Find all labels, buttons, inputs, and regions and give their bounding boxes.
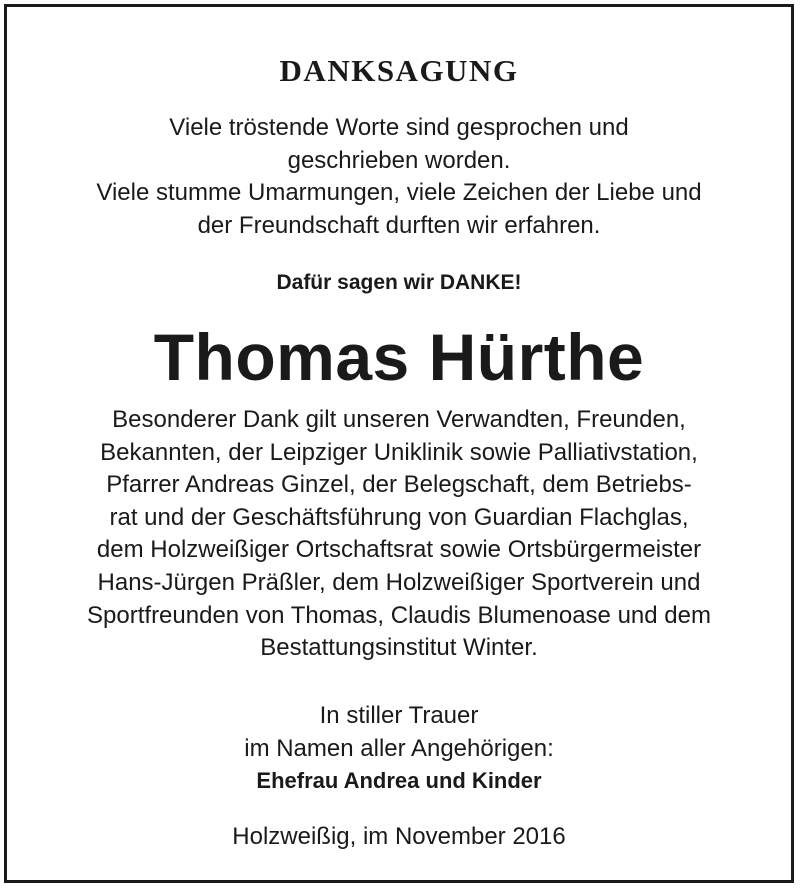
intro-line: geschrieben worden. (287, 146, 511, 174)
intro-line: Viele stumme Umarmungen, viele Zeichen der Liebe und (96, 179, 702, 207)
special-thanks-text (7, 404, 791, 665)
intro-line: der Freundschaft durften wir erfahren. (197, 211, 601, 239)
notice-content (7, 7, 791, 880)
special-thanks-line: Bekannten, der Leipziger Uniklinik sowie Palliativstation, (100, 438, 698, 466)
family-line: Ehefrau Andrea und Kinder (256, 768, 542, 794)
special-thanks-line: Bestattungsinstitut Winter. (260, 634, 538, 662)
special-thanks-line: Sportfreunden von Thomas, Claudis Blumenoase und dem (87, 601, 711, 629)
thanks-line: Dafür sagen wir DANKE! (276, 271, 522, 294)
closing-block (7, 700, 791, 798)
intro-line: Viele tröstende Worte sind gesprochen und (169, 114, 629, 141)
special-thanks-line: Pfarrer Andreas Ginzel, der Belegschaft, dem Betriebs- (106, 471, 692, 499)
deceased-name: Thomas Hürthe (153, 320, 645, 394)
special-thanks-line: rat und der Geschäftsführung von Guardian Flachglas, (109, 503, 689, 531)
mourning-line: In stiller Trauer (319, 702, 479, 729)
notice-heading: DANKSAGUNG (279, 53, 519, 88)
notice-border (4, 4, 794, 883)
special-thanks-line: dem Holzweißiger Ortschaftsrat sowie Ortsbürgermeister (96, 536, 702, 564)
special-thanks-line: Hans-Jürgen Präßler, dem Holzweißiger Sportverein und (97, 568, 701, 596)
place-date: Holzweißig, im November 2016 (232, 823, 566, 850)
special-thanks-line: Besonderer Dank gilt unseren Verwandten, Freunden, (112, 406, 686, 433)
intro-text (7, 112, 791, 242)
on-behalf-line: im Namen aller Angehörigen: (244, 734, 554, 762)
